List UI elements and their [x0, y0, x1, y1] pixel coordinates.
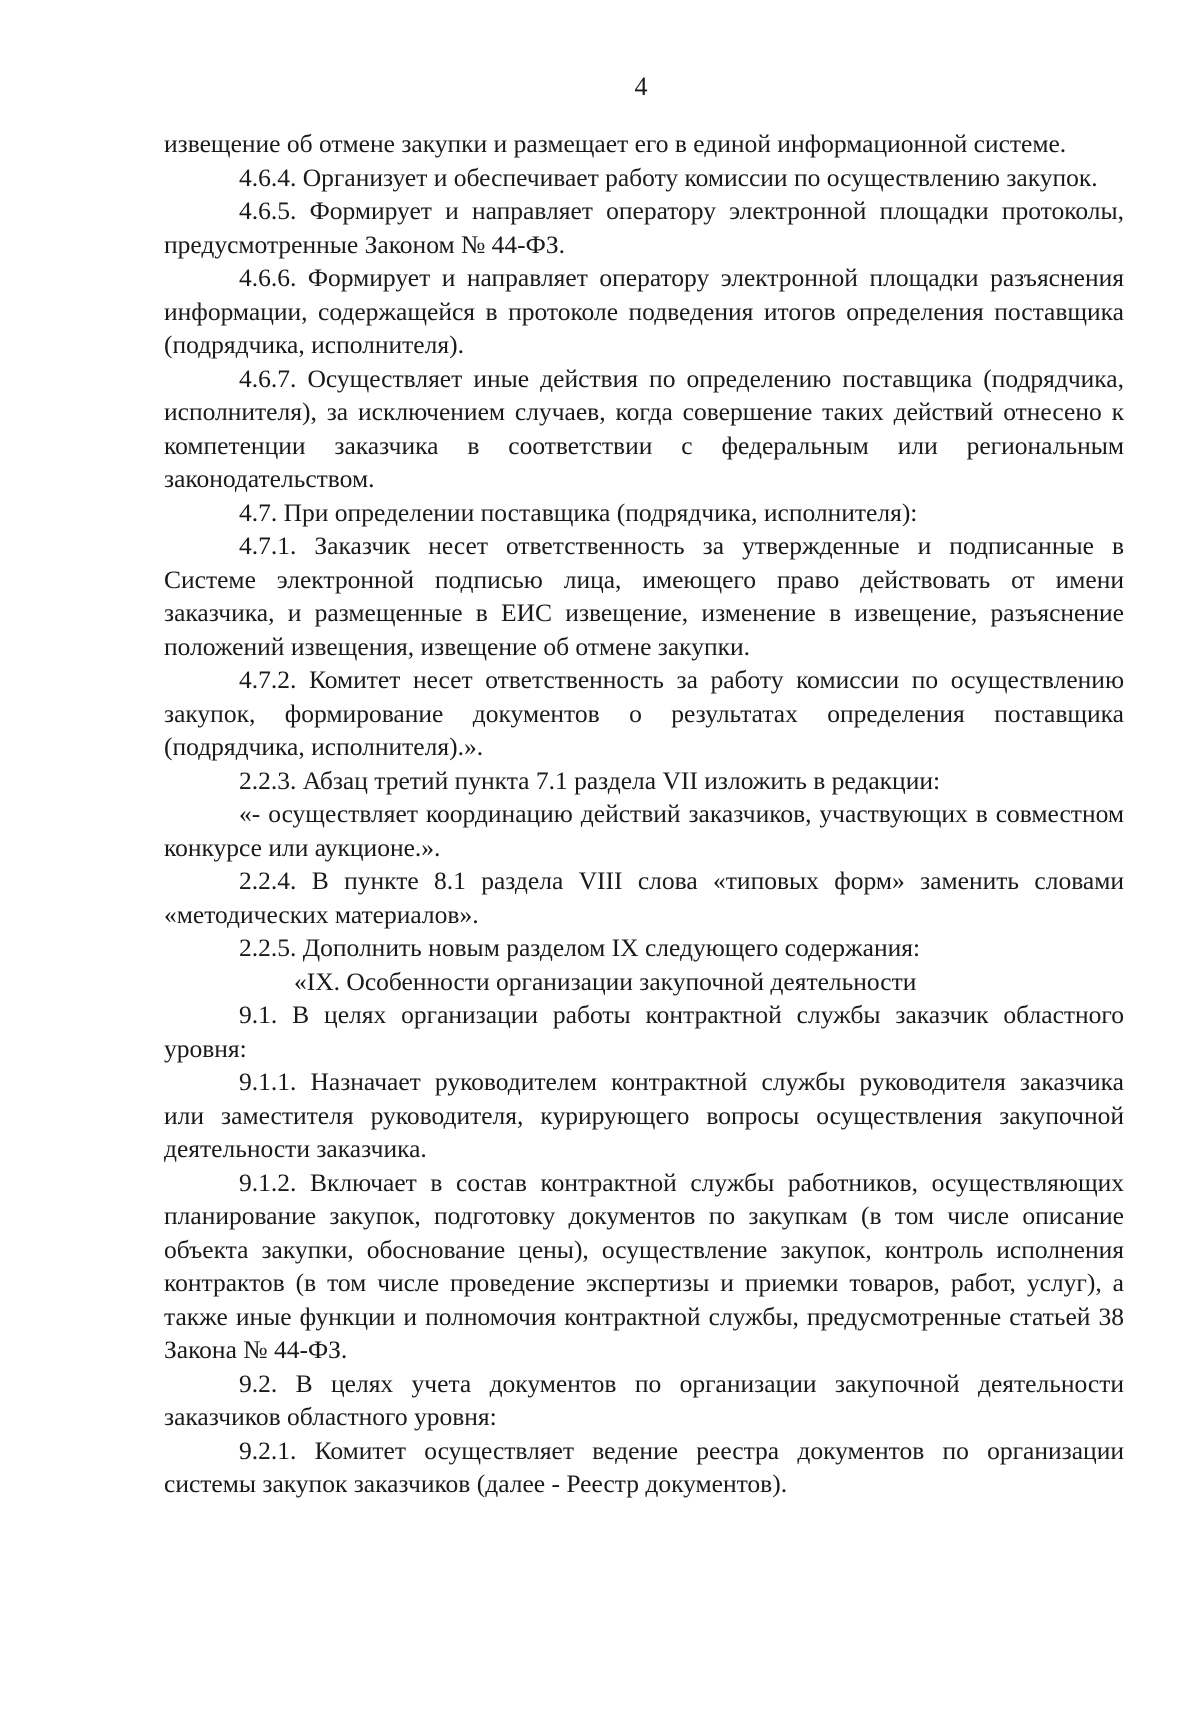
document-body — [164, 127, 1124, 1501]
paragraph-4-6-5: 4.6.5. Формирует и направляет оператору электронной площадки протоколы, предусмотренные Законом № 44-ФЗ. — [164, 196, 1124, 259]
paragraph-4-7-1: 4.7.1. Заказчик несет ответственность за утвержденные и подписанные в Системе электронной подписью лица, имеющего право действовать от имени заказчика, и размещенные в ЕИС извещение, изменение в извещение, разъяснение положений извещения, извещение об отмене закупки. — [164, 531, 1124, 661]
page-number: 4 — [634, 72, 648, 101]
paragraph-9-2: 9.2. В целях учета документов по организации закупочной деятельности заказчиков областного уровня: — [164, 1368, 1124, 1431]
section-ix-heading: «IX. Особенности организации закупочной деятельности — [294, 966, 917, 996]
paragraph-4-7: 4.7. При определении поставщика (подрядчика, исполнителя): — [239, 497, 918, 527]
paragraph-quote-coordination: «- осуществляет координацию действий заказчиков, участвующих в совместном конкурсе или аукционе.». — [164, 799, 1124, 862]
paragraph-2-2-5: 2.2.5. Дополнить новым разделом IX следующего содержания: — [239, 933, 921, 962]
paragraph-9-2-1: 9.2.1. Комитет осуществляет ведение реестра документов по организации системы закупок заказчиков (далее - Реестр документов). — [164, 1435, 1124, 1498]
paragraph-2-2-3: 2.2.3. Абзац третий пункта 7.1 раздела VII изложить в редакции: — [239, 765, 941, 795]
paragraph-9-1-1: 9.1.1. Назначает руководителем контрактной службы руководителя заказчика или заместителя руководителя, курирующего вопросы осуществления закупочной деятельности заказчика. — [164, 1067, 1124, 1163]
paragraph-9-1-2: 9.1.2. Включает в состав контрактной службы работников, осуществляющих планирование закупок, подготовку документов по закупкам (в том числе описание объекта закупки, обоснование цены), осуществление закупок, контроль исполнения контрактов (в том числе проведение экспертизы и приемки товаров, работ, услуг), а также иные функции и полномочия контрактной службы, предусмотренные статьей 38 Закона № 44-ФЗ. — [164, 1167, 1124, 1364]
paragraph-4-6-6: 4.6.6. Формирует и направляет оператору электронной площадки разъяснения информации, содержащейся в протоколе подведения итогов определения поставщика (подрядчика, исполнителя). — [164, 263, 1124, 359]
paragraph-2-2-4: 2.2.4. В пункте 8.1 раздела VIII слова «типовых форм» заменить словами «методических материалов». — [164, 866, 1124, 929]
paragraph-4-6-7: 4.6.7. Осуществляет иные действия по определению поставщика (подрядчика, исполнителя), за исключением случаев, когда совершение таких действий отнесено к компетенции заказчика в соответствии с федеральным или региональным законодательством. — [164, 363, 1124, 493]
paragraph-4-7-2: 4.7.2. Комитет несет ответственность за работу комиссии по осуществлению закупок, формирование документов о результатах определения поставщика (подрядчика, исполнителя).». — [164, 665, 1124, 761]
paragraph-continuation: извещение об отмене закупки и размещает его в единой информационной системе. — [164, 129, 1067, 158]
paragraph-4-6-4: 4.6.4. Организует и обеспечивает работу комиссии по осуществлению закупок. — [239, 162, 1098, 192]
paragraph-9-1: 9.1. В целях организации работы контрактной службы заказчик областного уровня: — [164, 1000, 1124, 1063]
